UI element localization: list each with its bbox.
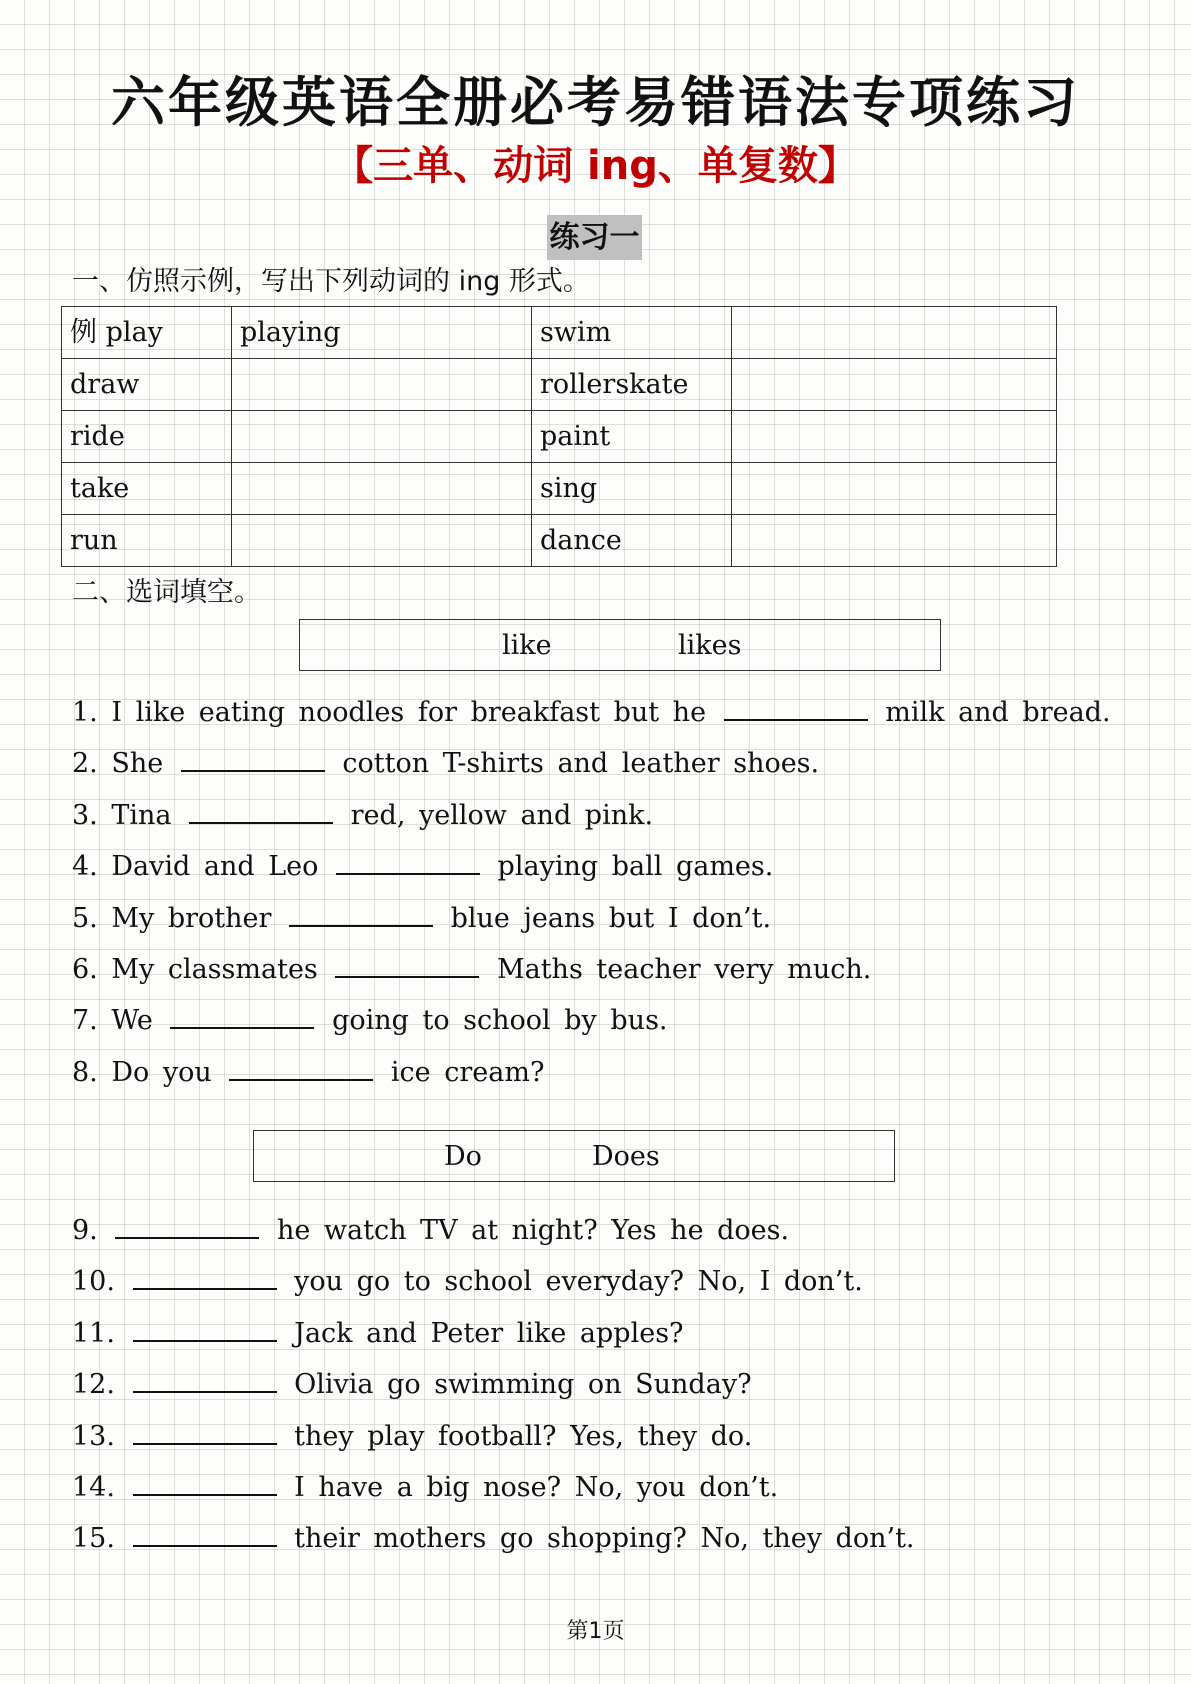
question-suffix: you go to school everyday? No, I don’t.: [294, 1266, 863, 1298]
verb-cell: draw: [62, 359, 232, 411]
question-suffix: Jack and Peter like apples?: [294, 1317, 684, 1349]
answer-blank[interactable]: [133, 1287, 277, 1290]
question-prefix: 15.: [72, 1523, 115, 1555]
verb-cell: sing: [532, 463, 732, 515]
answer-blank[interactable]: [336, 872, 480, 875]
question-prefix: 11.: [72, 1317, 115, 1349]
verb-cell: paint: [532, 411, 732, 463]
question-prefix: 6. My classmates: [72, 954, 318, 985]
question-item: [72, 696, 1111, 730]
worksheet-title: 六年级英语全册必考易错语法专项练习: [111, 71, 1080, 134]
question-suffix: ice cream?: [390, 1056, 545, 1088]
question-suffix: their mothers go shopping? No, they don’t.: [294, 1523, 915, 1555]
answer-blank[interactable]: [289, 924, 433, 927]
worksheet-subtitle: 【三单、动词 ing、单复数】: [333, 143, 858, 189]
question-item: [72, 1522, 915, 1556]
question-item: [72, 902, 771, 936]
ing-answer-cell[interactable]: playing: [232, 307, 532, 359]
answer-blank[interactable]: [133, 1339, 277, 1342]
answer-blank[interactable]: [133, 1493, 277, 1496]
verb-cell: take: [62, 463, 232, 515]
answer-blank[interactable]: [133, 1442, 277, 1445]
question-prefix: 8. Do you: [72, 1056, 212, 1088]
answer-blank[interactable]: [335, 975, 479, 978]
verb-cell: run: [62, 515, 232, 567]
question-item: [72, 850, 773, 884]
question-prefix: 2. She: [72, 748, 164, 780]
question-item: [72, 1004, 668, 1038]
ing-answer-cell[interactable]: [732, 307, 1057, 359]
question-suffix: going to school by bus.: [332, 1005, 668, 1037]
ing-answer-cell[interactable]: [232, 515, 532, 567]
question-suffix: I have a big nose? No, you don’t.: [294, 1472, 779, 1503]
question-suffix: playing ball games.: [497, 851, 774, 883]
ing-answer-cell[interactable]: [732, 515, 1057, 567]
table-row: [62, 515, 1057, 567]
question-suffix: they play football? Yes, they do.: [294, 1420, 753, 1452]
verb-cell: swim: [532, 307, 732, 359]
word-option: Does: [592, 1141, 660, 1172]
table-row: [62, 359, 1057, 411]
question-suffix: Maths teacher very much.: [496, 954, 872, 985]
ing-answer-cell[interactable]: [732, 411, 1057, 463]
verb-cell: dance: [532, 515, 732, 567]
question-item: [72, 1368, 752, 1402]
ing-answer-cell[interactable]: [232, 359, 532, 411]
question-prefix: 4. David and Leo: [72, 851, 319, 883]
verb-cell: rollerskate: [532, 359, 732, 411]
page-number: 第1页: [566, 1619, 625, 1644]
verb-cell: 例 play: [62, 307, 232, 359]
question-item: [72, 1317, 684, 1351]
question-item: [72, 1265, 863, 1299]
question-item: [72, 799, 653, 833]
question-item: [72, 1056, 544, 1090]
answer-blank[interactable]: [133, 1390, 277, 1393]
word-box-like: [299, 619, 941, 671]
question-prefix: 3. Tina: [72, 799, 172, 831]
question-item: [72, 1214, 789, 1248]
question-prefix: 13.: [72, 1420, 115, 1452]
word-option: Do: [444, 1141, 482, 1172]
section2-heading: 二、选词填空。: [72, 577, 261, 608]
question-item: [72, 953, 871, 987]
answer-blank[interactable]: [189, 821, 333, 824]
verb-cell: ride: [62, 411, 232, 463]
word-option: like: [502, 630, 552, 661]
exercise-label: 练习一: [547, 215, 642, 260]
question-suffix: blue jeans but I don’t.: [450, 902, 772, 934]
question-suffix: milk and bread.: [885, 697, 1111, 728]
answer-blank[interactable]: [170, 1026, 314, 1029]
question-item: [72, 1420, 752, 1454]
ing-answer-cell[interactable]: [732, 359, 1057, 411]
section1-heading: 一、仿照示例，写出下列动词的 ing 形式。: [72, 266, 590, 297]
question-suffix: red, yellow and pink.: [350, 799, 654, 831]
question-suffix: Olivia go swimming on Sunday?: [294, 1369, 752, 1401]
ing-answer-cell[interactable]: [732, 463, 1057, 515]
question-prefix: 10.: [72, 1266, 115, 1298]
ing-table: [61, 306, 1057, 567]
table-row: [62, 307, 1057, 359]
answer-blank[interactable]: [133, 1544, 277, 1547]
ing-answer-cell[interactable]: [232, 463, 532, 515]
answer-blank[interactable]: [115, 1236, 259, 1239]
question-prefix: 9.: [72, 1215, 98, 1246]
word-option: likes: [678, 630, 742, 661]
table-row: [62, 463, 1057, 515]
question-suffix: cotton T-shirts and leather shoes.: [342, 748, 820, 780]
question-item: [72, 1471, 778, 1505]
question-prefix: 1. I like eating noodles for breakfast but he: [72, 697, 707, 728]
question-prefix: 5. My brother: [72, 902, 272, 934]
question-prefix: 12.: [72, 1369, 115, 1401]
answer-blank[interactable]: [724, 718, 868, 721]
question-item: [72, 747, 819, 781]
word-box-do: [253, 1130, 895, 1182]
ing-answer-cell[interactable]: [232, 411, 532, 463]
question-suffix: he watch TV at night? Yes he does.: [276, 1215, 790, 1246]
table-row: [62, 411, 1057, 463]
question-prefix: 7. We: [72, 1005, 153, 1037]
question-prefix: 14.: [72, 1472, 115, 1503]
answer-blank[interactable]: [229, 1078, 373, 1081]
answer-blank[interactable]: [181, 769, 325, 772]
